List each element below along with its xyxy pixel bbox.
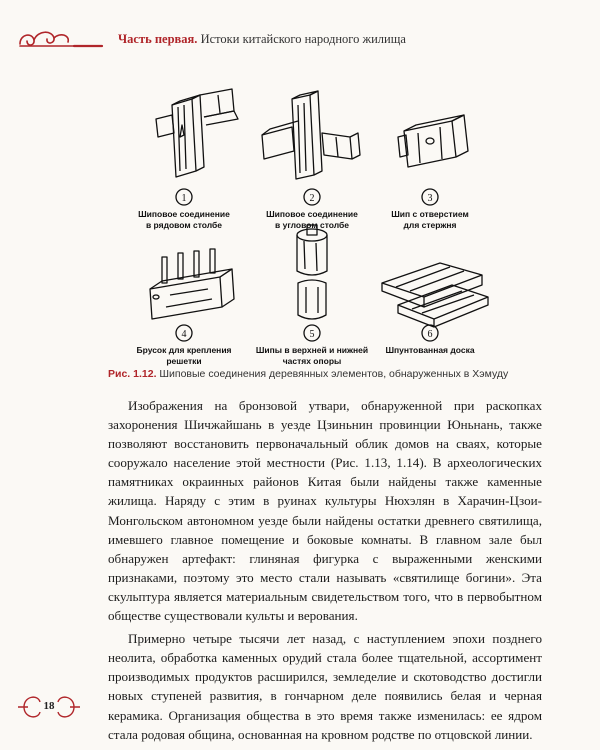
running-header — [0, 26, 600, 54]
figure-label-line: решетки — [166, 356, 202, 366]
figure-label-line: частях опоры — [282, 356, 342, 366]
body-text — [108, 396, 542, 744]
header-part: Часть первая. — [118, 32, 198, 46]
figure-label-6 — [360, 345, 500, 356]
caption-text: Шиповые соединения деревянных элементов, обнаруженных в Хэмуду — [156, 368, 509, 380]
page-number-block — [14, 690, 84, 724]
paragraph: Изображения на бронзовой утвари, обнаруженной при раскопках захоронения Шичжайшань в уезде Цзиньнин провинции Юньнань, также позволяют восстановить первоначальный облик домов на сваях, которые сооружало население этой местности (Рис. 1.13, 1.14). В археологических памятниках окраинных районов Китая были найдены также каменные жилища. Наряду с этим в руинах культуры Нюхэлян в Харачин-Цзои-Монгольском автономном уезде были найдены остатки древнего святилища, имевшего главное помещение и боковые комнаты. В главном зале был обнаружен артефакт: глиняная фигурка с выраженными женскими признаками, поэтому это место стали называть «святилище богини». Эта скульптура является материальным свидетельством того, что в первобытном обществе существовали культы и верования. — [108, 398, 542, 624]
tenon-joint-row-post-drawing — [156, 89, 238, 177]
tenon-with-pin-hole-drawing — [398, 115, 468, 167]
figure-label-line: Шипы в верхней и нижней — [255, 345, 369, 355]
figure-label-1 — [114, 209, 254, 231]
tongue-groove-plank-drawing — [382, 263, 488, 327]
caption-label: Рис. 1.12. — [108, 368, 157, 380]
figure-label-line: Шип с отверстием — [391, 209, 469, 219]
header-title: Истоки китайского народного жилища — [200, 32, 406, 46]
figure-number-1: 1 — [181, 193, 187, 204]
figure-label-line: Шпунтованная доска — [385, 345, 475, 355]
figure-label-line: Шиповое соединение — [138, 209, 230, 219]
tenon-joint-corner-post-drawing — [262, 91, 360, 179]
figure-number-3: 3 — [427, 193, 433, 204]
figure-label-line: Брусок для крепления — [136, 345, 232, 355]
figure-label-line: в угловом столбе — [275, 220, 349, 230]
figure-number-6: 6 — [427, 329, 433, 340]
figure-label-3 — [360, 209, 500, 231]
lattice-bar-drawing — [150, 249, 234, 319]
figure-number-5: 5 — [309, 329, 315, 340]
figure-label-line: для стержня — [403, 220, 457, 230]
figure — [100, 75, 520, 365]
figure-label-4 — [114, 345, 254, 367]
figure-label-line: Шиповое соединение — [266, 209, 358, 219]
cloud-ornament-icon — [16, 26, 106, 52]
figure-label-line: в рядовом столбе — [145, 220, 223, 230]
figure-number-2: 2 — [309, 193, 315, 204]
post-tenons-drawing — [297, 225, 327, 319]
figure-caption — [108, 368, 568, 380]
header-text — [118, 32, 406, 47]
page-number: 18 — [43, 700, 55, 712]
figure-number-4: 4 — [181, 329, 187, 340]
paragraph: Примерно четыре тысячи лет назад, с наступлением эпохи позднего неолита, обработка каменных орудий стала более тщательной, ассортимент производимых продуктов расширился, земледелие и скотоводство достигли новых ступеней развития, в гончарном деле появились белая и черная керамика. Организация общества в это время также изменилась: ее ядром стала родовая община, основанная на кровном родстве по отцовской линии. — [108, 631, 542, 742]
